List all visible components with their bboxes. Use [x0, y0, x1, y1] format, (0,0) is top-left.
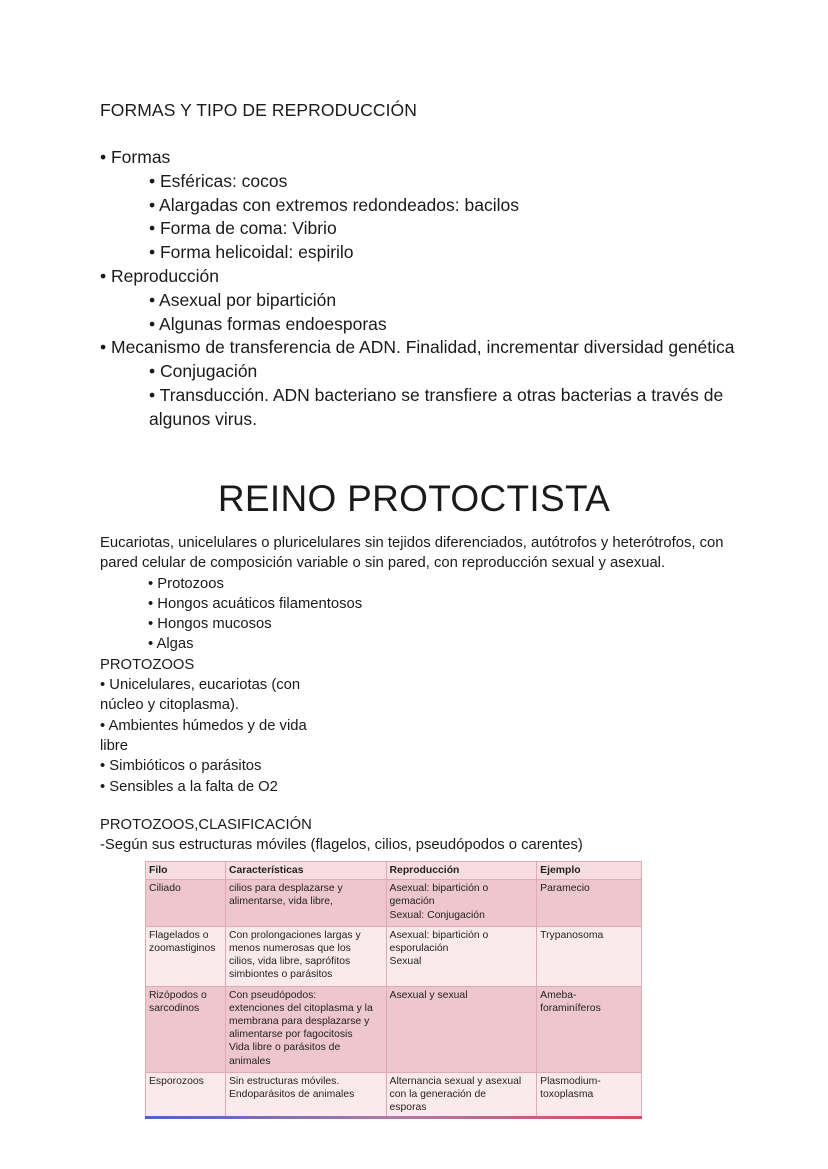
- cell-line: extenciones del citoplasma y la: [228, 1002, 373, 1014]
- table-cell: [537, 986, 642, 1072]
- cell-line: cilios para desplazarse y: [228, 883, 343, 895]
- table-cell: [386, 926, 537, 986]
- cell-line: Trypanosoma: [540, 929, 604, 941]
- section-title-formas: FORMAS Y TIPO DE REPRODUCCIÓN: [100, 100, 417, 120]
- list-item: • Forma helicoidal: espirilo: [149, 242, 354, 263]
- table-cell: [225, 880, 386, 927]
- table-row: [146, 926, 642, 986]
- cell-line: Con prolongaciones largas y: [228, 929, 361, 941]
- cell-line: Rizópodos o: [149, 989, 207, 1001]
- cell-line: animales: [228, 1055, 271, 1067]
- cell-line: Endoparásitos de animales: [228, 1089, 355, 1101]
- column-header: Ejemplo: [537, 862, 642, 880]
- column-header: Reproducción: [386, 862, 537, 880]
- table-cell: [146, 1072, 226, 1119]
- list-item: • Unicelulares, eucariotas (con: [100, 677, 301, 694]
- page-title: REINO PROTOCTISTA: [217, 478, 611, 519]
- list-item: • Sensibles a la falta de O2: [100, 778, 278, 795]
- cell-line: Asexual: bipartición o: [389, 929, 489, 941]
- list-item: • Conjugación: [149, 361, 258, 382]
- cell-line: Con pseudópodos:: [228, 989, 317, 1001]
- protoctista-description: [100, 533, 740, 797]
- list-item: libre: [100, 737, 128, 754]
- table-cell: [146, 926, 226, 986]
- cell-line: Paramecio: [540, 883, 590, 895]
- column-header: Características: [225, 862, 386, 880]
- list-item: • Reproducción: [100, 265, 219, 286]
- list-item: • Alargadas con extremos redondeados: bacilos: [149, 194, 519, 215]
- bacteria-forms-list: [100, 146, 760, 432]
- cell-line: Sexual: [389, 956, 422, 968]
- table-cell: [537, 880, 642, 927]
- cell-line: simbiontes o parásitos: [228, 969, 333, 981]
- cell-line: con la generación de: [389, 1089, 487, 1101]
- table-cell: [225, 926, 386, 986]
- table-cell: [537, 926, 642, 986]
- cell-line: toxoplasma: [540, 1089, 594, 1101]
- cell-line: Sexual: Conjugación: [389, 909, 485, 921]
- cell-line: alimentarse, vida libre,: [228, 896, 333, 908]
- cell-line: membrana para desplazarse y: [228, 1016, 370, 1028]
- cell-line: esporas: [389, 1102, 427, 1114]
- cell-line: menos numerosas que los: [228, 943, 351, 955]
- cell-line: Sin estructuras móviles.: [228, 1075, 340, 1087]
- table-header-row: [146, 862, 642, 880]
- list-item: Eucariotas, unicelulares o pluricelulares sin tejidos diferenciados, autótrofos y heterótrofos, con pared celular de composición variable o sin pared, con reproducción sexual y asexual.: [100, 535, 724, 572]
- cell-line: Flagelados o: [149, 929, 209, 941]
- classification-block: [100, 815, 740, 856]
- cell-line: Asexual y sexual: [389, 989, 468, 1001]
- column-header: Filo: [146, 862, 226, 880]
- list-item: • Algunas formas endoesporas: [149, 313, 387, 334]
- cell-line: Ciliado: [149, 883, 181, 895]
- table-row: [146, 986, 642, 1072]
- protozoa-classification-table: [145, 861, 642, 1119]
- table-cell: [386, 1072, 537, 1119]
- list-item: • Hongos acuáticos filamentosos: [148, 595, 363, 612]
- cell-line: Esporozoos: [149, 1075, 204, 1087]
- table-cell: [225, 986, 386, 1072]
- cell-line: esporulación: [389, 943, 449, 955]
- cell-line: zoomastiginos: [149, 943, 216, 955]
- cell-line: cilios, vida libre, saprófitos: [228, 956, 351, 968]
- cell-line: gemación: [389, 896, 435, 908]
- table-cell: [146, 880, 226, 927]
- cell-line: Asexual: bipartición o: [389, 883, 489, 895]
- cell-line: Ameba-: [540, 989, 577, 1001]
- list-item: • Hongos mucosos: [148, 616, 272, 633]
- classification-subtitle: -Según sus estructuras móviles (flagelos, cilios, pseudópodos o carentes): [100, 837, 583, 854]
- list-item: • Esféricas: cocos: [149, 170, 288, 191]
- list-item: • Protozoos: [148, 575, 224, 592]
- list-item: núcleo y citoplasma).: [100, 697, 239, 714]
- table-cell: [386, 986, 537, 1072]
- list-item: • Simbióticos o parásitos: [100, 758, 262, 775]
- table-row: [146, 1072, 642, 1119]
- list-item: • Ambientes húmedos y de vida: [100, 717, 307, 734]
- list-item: PROTOZOOS: [100, 656, 195, 673]
- table-bottom-bar: [145, 1116, 642, 1119]
- table-cell: [537, 1072, 642, 1119]
- list-item: • Asexual por bipartición: [149, 289, 337, 310]
- classification-title: PROTOZOOS,CLASIFICACIÓN: [100, 817, 312, 833]
- cell-line: foraminíferos: [540, 1002, 601, 1014]
- list-item: • Algas: [148, 636, 194, 653]
- table-row: [146, 880, 642, 927]
- table-cell: [386, 880, 537, 927]
- cell-line: sarcodinos: [149, 1002, 200, 1014]
- list-item: • Mecanismo de transferencia de ADN. Finalidad, incrementar diversidad genética: [100, 337, 735, 358]
- list-item: • Transducción. ADN bacteriano se transfiere a otras bacterias a través de algunos virus.: [149, 384, 724, 429]
- cell-line: Plasmodium-: [540, 1075, 601, 1087]
- table-cell: [225, 1072, 386, 1119]
- list-item: • Formas: [100, 147, 171, 167]
- list-item: • Forma de coma: Vibrio: [149, 218, 337, 239]
- cell-line: Vida libre o parásitos de: [228, 1042, 341, 1054]
- cell-line: alimentarse por fagocitosis: [228, 1029, 353, 1041]
- cell-line: Alternancia sexual y asexual: [389, 1075, 522, 1087]
- table-cell: [146, 986, 226, 1072]
